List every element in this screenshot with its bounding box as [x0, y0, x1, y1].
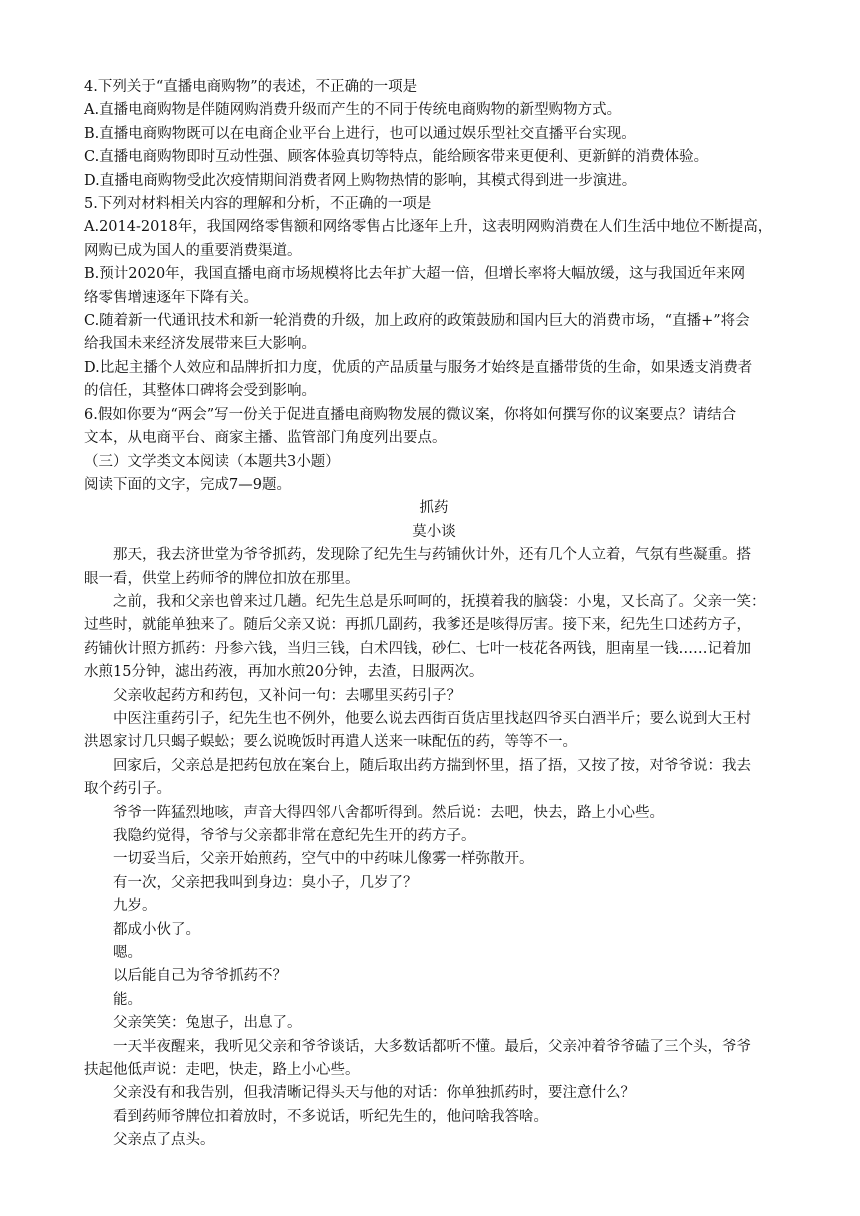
story-line: 父亲收起药方和药包，又补问一句：去哪里买药引子？ — [113, 687, 461, 704]
q5-option-a-line1: A.2014-2018年，我国网络零售额和网络零售占比逐年上升，这表明网购消费在人们生活中地位不断提高， — [84, 219, 773, 236]
story-line: 一天半夜醒来，我听见父亲和爷爷谈话，大多数话都听不懂。最后，父亲冲着爷爷磕了三个头，爷爷 — [113, 1038, 751, 1055]
q4-option-d: D.直播电商购物受此次疫情期间消费者网上购物热情的影响，其模式得到进一步演进。 — [84, 172, 637, 189]
q5-option-a-line2: 网购已成为国人的重要消费渠道。 — [84, 242, 302, 259]
story-line: 九岁。 — [113, 898, 157, 915]
q5-option-d-line2: 的信任，其整体口碑将会受到影响。 — [84, 383, 316, 400]
q6-line1: 6.假如你要为“两会”写一份关于促进直播电商购物发展的微议案，你将如何撰写你的议案要点？请结合 — [84, 406, 737, 423]
story-line: 嗯。 — [113, 945, 142, 962]
story-line: 洪恩家讨几只蝎子蜈蚣；要么说晚饭时再遣人送来一味配伍的药，等等不一。 — [84, 734, 577, 751]
story-title: 抓药 — [419, 500, 449, 517]
q4-option-c: C.直播电商购物即时互动性强、顾客体验真切等特点，能给顾客带来更便利、更新鲜的消费体验。 — [84, 149, 709, 166]
story-line: 父亲没有和我告别，但我清晰记得头天与他的对话：你单独抓药时，要注意什么？ — [113, 1085, 635, 1102]
story-line: 有一次，父亲把我叫到身边：臭小子，几岁了？ — [113, 874, 418, 891]
q5-option-b-line1: B.预计2020年，我国直播电商市场规模将比去年扩大超一倍，但增长率将大幅放缓，这与我国近年来网 — [84, 266, 746, 283]
q4-option-a: A.直播电商购物是伴随网购消费升级而产生的不同于传统电商购物的新型购物方式。 — [84, 102, 622, 119]
story-line: 水煎15分钟，滤出药液，再加水煎20分钟，去渣，日服两次。 — [84, 664, 484, 681]
q4-stem: 4.下列关于“直播电商购物”的表述，不正确的一项是 — [84, 79, 418, 95]
story-line: 都成小伙了。 — [113, 921, 200, 938]
story-line: 中医注重药引子，纪先生也不例外，他要么说去西街百货店里找赵四爷买白酒半斤；要么说到大王村 — [113, 710, 751, 727]
q5-option-c-line2: 给我国未来经济发展带来巨大影响。 — [84, 336, 316, 353]
story-line: 药铺伙计照方抓药：丹参六钱，当归三钱，白术四钱，砂仁、七叶一枝花各两钱，胆南星一钱……记着加 — [84, 640, 751, 657]
story-line: 过些时，就能单独来了。随后父亲又说：再抓几副药，我爹还是咳得厉害。接下来，纪先生口述药方子， — [84, 617, 751, 634]
story-line: 看到药师爷牌位扣着放时，不多说话，听纪先生的，他问啥我答啥。 — [113, 1108, 548, 1125]
q5-option-b-line2: 络零售增速逐年下降有关。 — [84, 289, 258, 306]
story-line: 之前，我和父亲也曾来过几趟。纪先生总是乐呵呵的，抚摸着我的脑袋：小鬼，又长高了。父亲一笑： — [113, 593, 766, 610]
q5-option-c-line1: C.随着新一代通讯技术和新一轮消费的升级，加上政府的政策鼓励和国内巨大的消费市场，“直播+”将会 — [84, 313, 750, 330]
section-instruction: 阅读下面的文字，完成7—9题。 — [84, 476, 291, 493]
story-line: 我隐约觉得，爷爷与父亲都非常在意纪先生开的药方子。 — [113, 828, 476, 844]
story-line: 以后能自己为爷爷抓药不？ — [113, 968, 287, 985]
q5-stem: 5.下列对材料相关内容的理解和分析，不正确的一项是 — [84, 196, 432, 213]
story-author: 莫小谈 — [412, 523, 456, 540]
story-line: 扶起他低声说：走吧，快走，路上小心些。 — [84, 1062, 360, 1079]
story-line: 父亲点了点头。 — [113, 1132, 215, 1149]
document-page — [84, 76, 784, 1153]
story-line: 回家后，父亲总是把药包放在案台上，随后取出药方揣到怀里，捂了捂，又按了按，对爷爷说：我去 — [113, 757, 751, 774]
story-line: 眼一看，供堂上药师爷的牌位扣放在那里。 — [84, 570, 360, 587]
story-line: 爷爷一阵猛烈地咳，声音大得四邻八舍都听得到。然后说：去吧，快去，路上小心些。 — [113, 804, 664, 821]
story-line: 能。 — [113, 991, 142, 1008]
story-line: 父亲笑笑：兔崽子，出息了。 — [113, 1015, 302, 1032]
q5-option-d-line1: D.比起主播个人效应和品牌折扣力度，优质的产品质量与服务才始终是直播带货的生命，如果透支消费者 — [84, 359, 753, 376]
story-line: 一切妥当后，父亲开始煎药，空气中的中药味儿像雾一样弥散开。 — [113, 851, 534, 868]
q4-option-b: B.直播电商购物既可以在电商企业平台上进行，也可以通过娱乐型社交直播平台实现。 — [84, 125, 636, 142]
story-line: 取个药引子。 — [84, 781, 171, 798]
q6-line2: 文本，从电商平台、商家主播、监管部门角度列出要点。 — [84, 430, 447, 447]
section-heading: （三）文学类文本阅读（本题共3小题） — [84, 453, 340, 470]
story-line: 那天，我去济世堂为爷爷抓药，发现除了纪先生与药铺伙计外，还有几个人立着，气氛有些凝重。搭 — [113, 547, 751, 564]
